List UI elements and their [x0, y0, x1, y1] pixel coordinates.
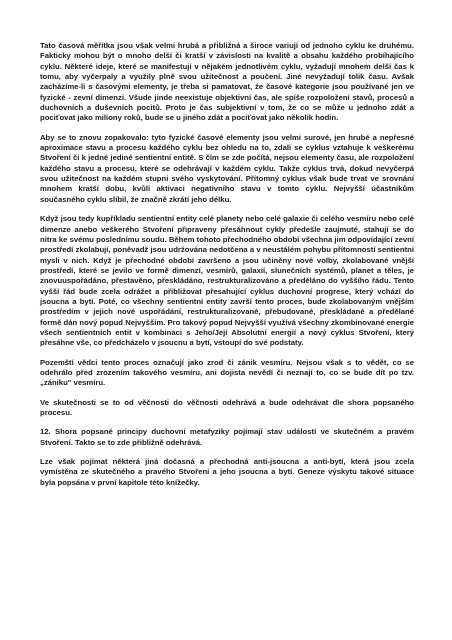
paragraph-transition-process: Když jsou tedy kupříkladu sentientní entity celé planety nebo celé galaxie či celého vesmíru nebo celé dimenze anebo veškerého Stvoření připraveny přesáhnout cykly předešle zaujmuté, stahují se do nitra ke svému poslednímu soudu. Během tohoto přechodného období všechna jim odpovídající zevní prostředí zkolabují, poněvadž jsou udržována nedotčena a v neustálém pohybu přítomností sentientní mysli v nich. Když je přechodné období završeno a jsou učiněny nové volby, zkolabované vnější prostředí, které se jevilo ve formě dimenzí, vesmírů, galaxií, slunečních systémů, planet a těles, je znovuuspořádáno, přestavěno, přeskládáno, restrukturalizováno a předěláno do vyššího řádu. Tento vyšší řád bude zcela odrážet a přibližovat přesahující cyklus duchovní progrese, který vchází do jsoucna a bytí. Poté, co všechny sentientní entity završí tento proces, bude zkolabovaným vnějším prostředím v jejich nové uspořádání, restrukturalizované, přebudované, přeskládané a předělané formě dán nový popud Nejvyšším. Pro takový popud Nejvyšší využívá všechny zkombinované energie všech sentientních entit v kombinaci s Jeho/Její Absolutní energií a nový cyklus Stvoření, který přesáhne vše, co předcházelo v jsoucnu a bytí, vstoupí do své podstaty.	[40, 214, 414, 348]
paragraph-anti-existence: Lze však pojímat některá jiná dočasná a přechodná anti-jsoucna a anti-bytí, která jsou zcela vymístěna ze skutečného a pravého Stvoření a jeho jsoucna a bytí. Geneze výskytu takové situace byla popsána v první kapitole této knížečky.	[40, 457, 414, 487]
paragraph-eternity: Ve skutečnosti se to od věčnosti do věčnosti odehrává a bude odehrávat dle shora popsaného procesu.	[40, 397, 414, 417]
paragraph-recap: Aby se to znovu zopakovalo: tyto fyzické časové elementy jsou velmi surové, jen hrubé a nepřesné aproximace stavu a procesu každého cyklu bez ohledu na to, zdali se cyklus vztahuje k veškerému Stvoření či k jedné jediné sentientní entitě. S čím se zde počítá, nejsou elementy času, ale rozpoložení každého stavu a procesu, které se odehrávají v každém cyklu. Takže cyklus trvá, dokud nevyčerpá svou užitečnost na každém stupni svého vyskytování. Přítomný cyklus však bude trvat ve srovnání mnohem kratší dobu, kvůli aktivaci negativního stavu v tomto cyklu. Nejvyšší účastníkům současného cyklu slíbil, že značně zkrátí jeho délku.	[40, 132, 414, 204]
paragraph-scientists: Pozemští vědci tento proces označují jako zrod či zánik vesmíru. Nejsou však s to vědět, co se odehrálo před zrozením takového vesmíru, ani dojista nevědí či neznají to, co se bude dít po tzv. „zániku" vesmíru.	[40, 357, 414, 388]
paragraph-section-12: 12. Shora popsané principy duchovní metafyziky pojímají stav událostí ve skutečném a pravém Stvoření. Takto se to zde přibližně odehrává.	[40, 427, 414, 447]
paragraph-time-scales: Tato časová měřítka jsou však velmi hrubá a přibližná a široce variují od jednoho cyklu ke druhému. Fakticky mohou být o mnoho delší či kratší v závislosti na kvalitě a obsahu každého probíhajícího cyklu. Některé ideje, které se manifestují v nějakém jednotlivém cyklu, vyžadují mnohem delší čas k tomu, aby vyčerpaly a využily plně svou užitečnost a poučení. Jiné nevyžadují tolik času. Avšak zacházíme-li s časovými elementy, je třeba si pamatovat, že časové kategorie jsou používané jen ve fyzické - zevní dimenzi. Všude jinde neexistuje objektivní čas, ale spíše rozpoložení stavů, procesů a duchovních a duševních pocitů. Proto je čas subjektivní v tom, že co se může u jednoho zdát a pociťovat jako miliony roků, bude se u jiného zdát a pociťovat jako několik hodin.	[40, 41, 414, 123]
